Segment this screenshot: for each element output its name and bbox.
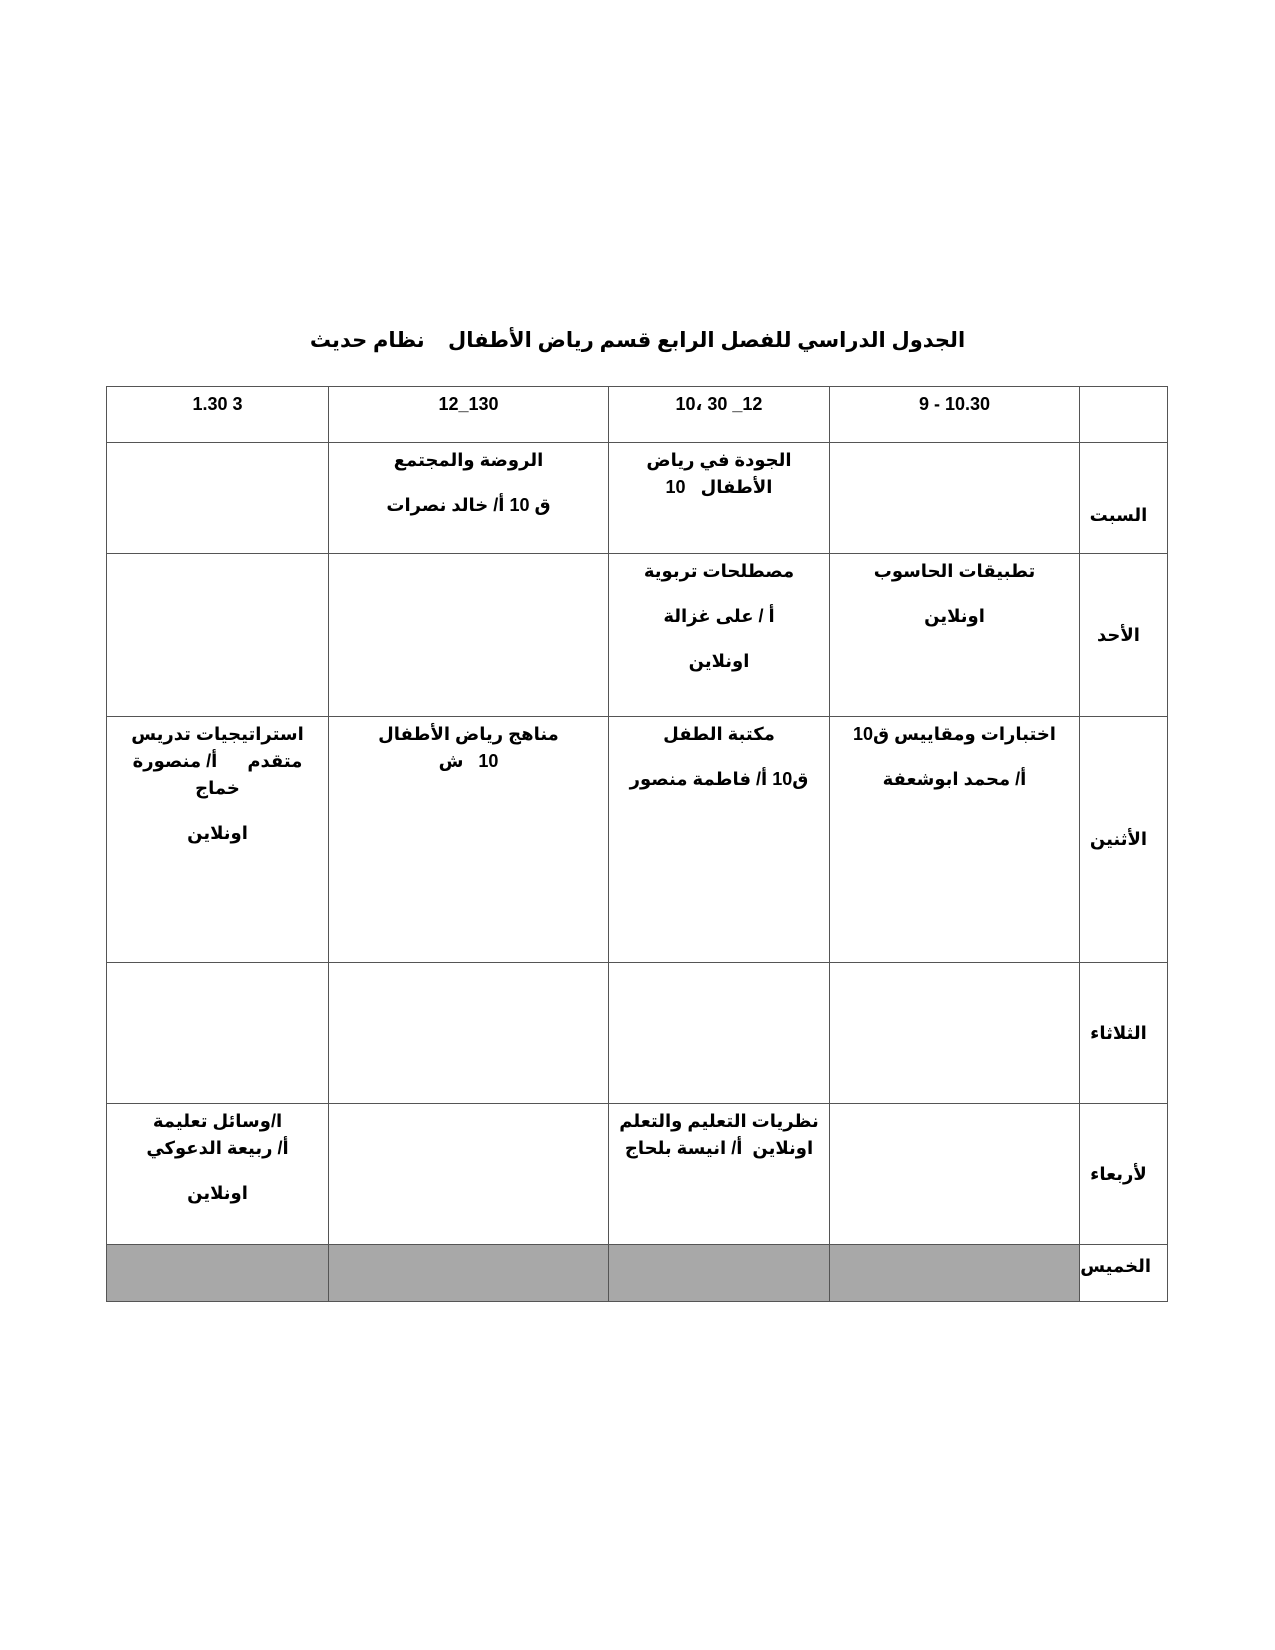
day-label: لأربعاء [1080, 1104, 1168, 1245]
schedule-cell [830, 1104, 1080, 1245]
course-instructor: أ / على غزالة [663, 606, 775, 626]
schedule-cell [107, 443, 329, 554]
course-instructor: أ/ محمد ابوشعفة [882, 769, 1027, 789]
schedule-cell [329, 717, 609, 963]
course-instructor: ق10 أ/ فاطمة منصور [629, 769, 809, 789]
day-label: السبت [1080, 443, 1168, 554]
time-slot-1: 9 - 10.30 [830, 387, 1080, 443]
course-name: الروضة والمجتمع [393, 450, 544, 470]
schedule-cell-shaded [107, 1245, 329, 1302]
row-sunday [107, 554, 1168, 717]
course-instructor-cont: خماج [195, 778, 240, 798]
course-instructor: متقدم أ/ منصورة [132, 751, 303, 771]
course-name: تطبيقات الحاسوب [873, 561, 1036, 581]
day-label: الأحد [1080, 554, 1168, 717]
page-title: الجدول الدراسي للفصل الرابع قسم رياض الأطفال نظام حديث [309, 329, 966, 352]
corner-cell [1080, 387, 1168, 443]
schedule-cell-shaded [830, 1245, 1080, 1302]
schedule-cell [830, 554, 1080, 717]
schedule-cell [609, 443, 830, 554]
schedule-cell [107, 1104, 329, 1245]
course-name: اختبارات ومقاييس ق10 [853, 724, 1056, 744]
course-name: الجودة في رياض [646, 450, 792, 470]
schedule-cell [107, 554, 329, 717]
course-mode: اونلاين [924, 606, 985, 626]
schedule-cell [830, 443, 1080, 554]
schedule-cell [107, 717, 329, 963]
course-name: مصطلحات تربوية [643, 561, 795, 581]
schedule-cell [830, 963, 1080, 1104]
schedule-cell [329, 1104, 609, 1245]
schedule-cell [609, 1104, 830, 1245]
schedule-table [106, 386, 1168, 1302]
schedule-cell [830, 717, 1080, 963]
day-label: الخميس [1080, 1245, 1168, 1302]
day-label: الأثنين [1080, 717, 1168, 963]
row-monday [107, 717, 1168, 963]
course-mode: اونلاين [688, 651, 750, 671]
course-instructor: اونلاين أ/ انيسة بلحاج [624, 1138, 814, 1158]
row-tuesday [107, 963, 1168, 1104]
row-saturday [107, 443, 1168, 554]
course-instructor: ق 10 أ/ خالد نصرات [386, 495, 551, 515]
time-slot-2: 10، 30 _12 [609, 387, 830, 443]
row-thursday [107, 1245, 1168, 1302]
course-name: مكتبة الطفل [663, 724, 775, 744]
schedule-cell-shaded [329, 1245, 609, 1302]
course-name: ا/وسائل تعليمة [152, 1111, 283, 1131]
course-name: نظريات التعليم والتعلم [619, 1111, 819, 1131]
course-room: الأطفال 10 [665, 477, 773, 497]
schedule-cell [329, 443, 609, 554]
schedule-cell [609, 554, 830, 717]
time-slot-4: 1.30 3 [107, 387, 329, 443]
header-row [107, 387, 1168, 443]
course-mode: اونلاين [187, 1183, 248, 1203]
schedule-cell [107, 963, 329, 1104]
schedule-cell [329, 963, 609, 1104]
day-label: الثلاثاء [1080, 963, 1168, 1104]
schedule-cell [329, 554, 609, 717]
time-slot-3: 12_130 [329, 387, 609, 443]
schedule-cell [609, 717, 830, 963]
course-name: مناهج رياض الأطفال [378, 724, 559, 744]
course-room: 10 ش [438, 751, 499, 771]
course-name: استراتيجيات تدريس [131, 724, 304, 744]
course-mode: اونلاين [187, 823, 248, 843]
row-wednesday [107, 1104, 1168, 1245]
schedule-cell-shaded [609, 1245, 830, 1302]
schedule-cell [609, 963, 830, 1104]
course-instructor: أ/ ربيعة الدعوكي [146, 1138, 289, 1158]
